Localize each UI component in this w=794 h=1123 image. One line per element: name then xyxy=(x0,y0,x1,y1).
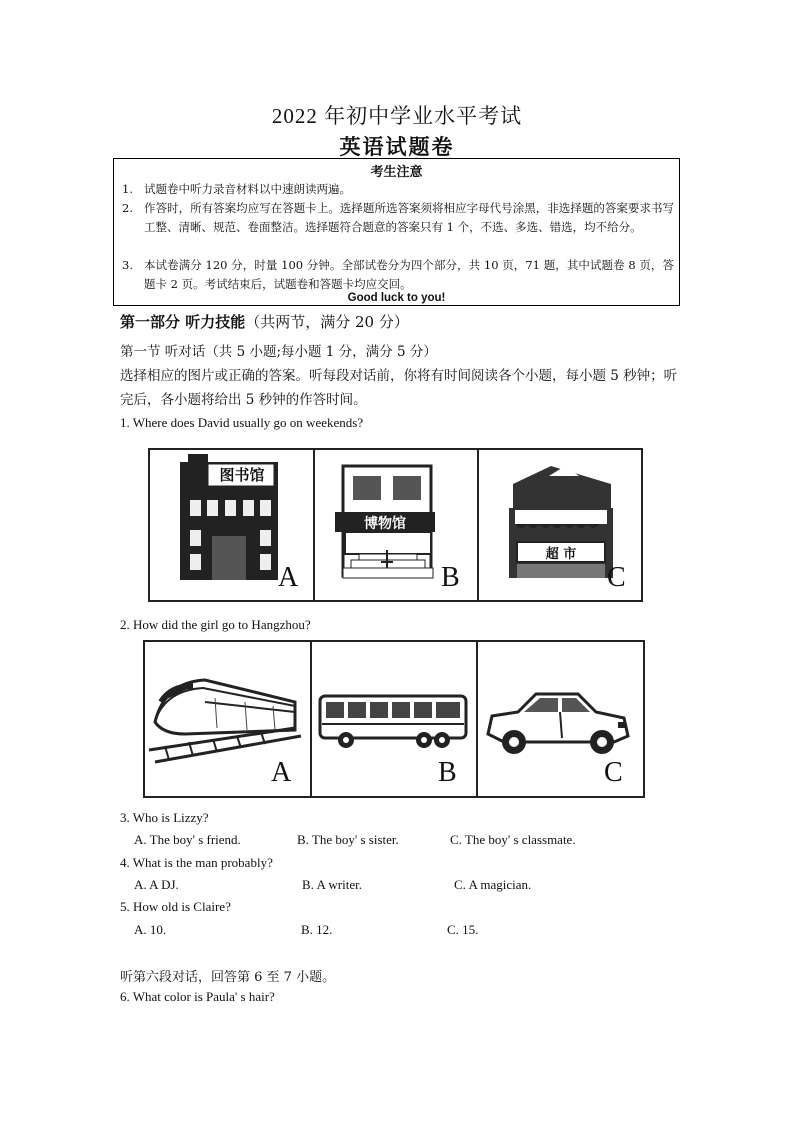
q5-option-b[interactable]: B. 12. xyxy=(301,922,333,937)
option-letter: B xyxy=(438,757,457,788)
q5-option-c[interactable]: C. 15. xyxy=(447,922,479,937)
exam-subtitle: 英语试题卷 xyxy=(339,135,455,159)
q5-option-a[interactable]: A. 10. xyxy=(134,922,167,937)
q1-option-c[interactable] xyxy=(479,450,641,600)
notice-item-number: 3. xyxy=(122,258,133,272)
option-letter: C xyxy=(607,562,626,593)
question-2: 2. How did the girl go to Hangzhou? xyxy=(120,617,311,632)
question-6: 6. What color is Paula' s hair? xyxy=(120,989,275,1004)
part1-note: （共两节，满分 20 分） xyxy=(245,313,409,331)
good-luck-text: Good luck to you! xyxy=(347,292,446,304)
question-4: 4. What is the man probably? xyxy=(120,855,273,870)
q2-option-b[interactable] xyxy=(312,642,478,796)
q3-option-b[interactable]: B. The boy' s sister. xyxy=(297,832,399,847)
part1-heading xyxy=(120,311,409,332)
notice-item-number: 2. xyxy=(122,201,133,215)
q3-option-c[interactable]: C. The boy' s classmate. xyxy=(450,832,576,847)
part1-title: 第一部分 听力技能 xyxy=(120,313,246,331)
supermarket-sign: 超 市 xyxy=(545,547,577,562)
exam-title: 2022 年初中学业水平考试 xyxy=(271,104,523,128)
museum-sign: 博物馆 xyxy=(364,516,406,532)
notice-item xyxy=(122,199,674,237)
q1-picture-panel xyxy=(148,448,643,602)
notice-item-number: 1. xyxy=(122,182,133,196)
q3-option-a[interactable]: A. The boy' s friend. xyxy=(134,832,241,847)
option-letter: C xyxy=(604,757,623,788)
notice-item xyxy=(122,256,674,294)
notice-item xyxy=(122,180,674,199)
q4-option-a[interactable]: A. A DJ. xyxy=(134,877,179,892)
notice-item-text: 试题卷中听力录音材料以中速朗读两遍。 xyxy=(144,182,351,196)
question-5: 5. How old is Claire? xyxy=(120,899,231,914)
option-letter: A xyxy=(271,757,292,788)
notice-item-text: 本试卷满分 120 分，时量 100 分钟。全部试卷分为四个部分，共 10 页，71 题，其中试题卷 8 页，答题卡 2 页。考试结束后，试题卷和答题卡均应交回。 xyxy=(144,258,674,291)
dialog-6-instruction: 听第六段对话，回答第 6 至 7 小题。 xyxy=(120,970,336,985)
notice-item-text: 作答时，所有答案均应写在答题卡上。选择题所选答案须将相应字母代号涂黑，非选择题的答案要求书写工整、清晰、规范、卷面整洁。选择题符合题意的答案只有 1 个，不选、多选、错选，均不给分。 xyxy=(144,201,674,234)
section1-instruction: 选择相应的图片或正确的答案。听每段对话前，你将有时间阅读各个小题，每小题 5 秒钟；听完后，各小题将给出 5 秒钟的作答时间。 xyxy=(120,368,678,408)
q4-option-c[interactable]: C. A magician. xyxy=(454,877,532,892)
q1-option-b[interactable] xyxy=(315,450,479,600)
q4-option-b[interactable]: B. A writer. xyxy=(302,877,362,892)
question-3: 3. Who is Lizzy? xyxy=(120,810,209,825)
notice-box xyxy=(113,158,680,306)
q2-option-c[interactable] xyxy=(478,642,643,796)
notice-heading: 考生注意 xyxy=(370,165,423,180)
option-letter: A xyxy=(278,562,299,593)
section1-heading: 第一节 听对话（共 5 小题;每小题 1 分，满分 5 分） xyxy=(120,344,437,360)
q1-option-a[interactable] xyxy=(150,450,315,600)
q2-picture-panel xyxy=(143,640,645,798)
library-sign: 图书馆 xyxy=(219,466,265,484)
option-letter: B xyxy=(441,562,460,593)
q2-option-a[interactable] xyxy=(145,642,312,796)
question-1: 1. Where does David usually go on weekends? xyxy=(120,415,364,430)
